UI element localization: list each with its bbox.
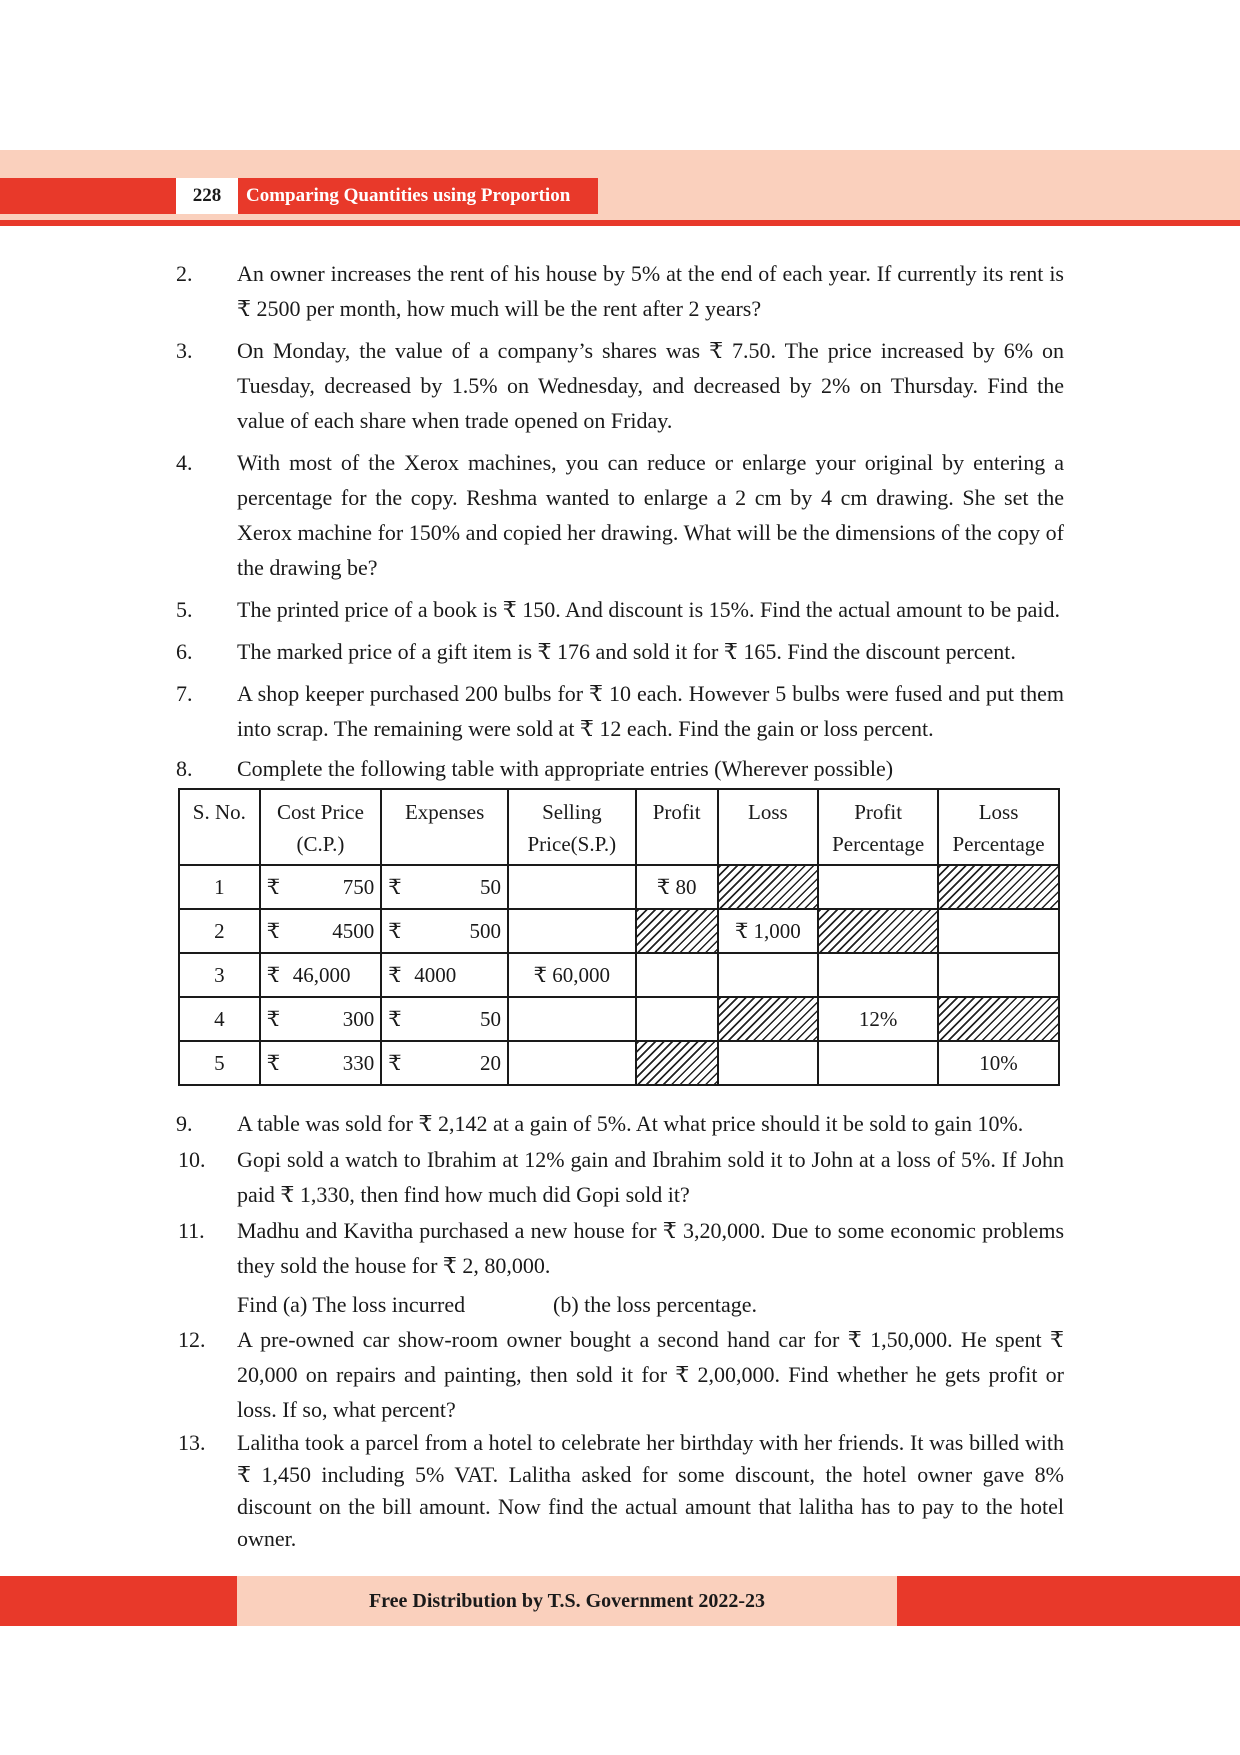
- rupee-sign: ₹: [266, 1006, 281, 1031]
- question-number: 13.: [178, 1430, 206, 1455]
- question-text: With most of the Xerox machines, you can reduce or enlarge your original by entering a percentage for the copy. Reshma wanted to enlarge a 2 cm by 4 cm drawing. She set the Xerox machine for 150% and copied her drawing. What will be the dimensions of the copy of the drawing be?: [237, 450, 1064, 580]
- cell-loss-percentage-hatched: [938, 997, 1059, 1041]
- amount: 750: [342, 874, 375, 899]
- header-loss: Loss: [718, 789, 819, 865]
- question-number: 8.: [176, 756, 193, 781]
- cell-loss-percentage: [938, 909, 1059, 953]
- header-profit-percentage: Profit Percentage: [818, 789, 938, 865]
- question-number: 3.: [176, 338, 193, 363]
- cell-profit-hatched: [636, 1041, 718, 1085]
- cell-loss-percentage-hatched: [938, 865, 1059, 909]
- amount: 46,000: [292, 962, 351, 987]
- entries-table: [178, 788, 1060, 1086]
- question-text: A shop keeper purchased 200 bulbs for ₹ 10 each. However 5 bulbs were fused and put them into scrap. The remaining were sold at ₹ 12 each. Find the gain or loss percent.: [237, 681, 1064, 741]
- rupee-sign: ₹: [388, 1050, 402, 1075]
- footer-text: Free Distribution by T.S. Government 2022-23: [237, 1576, 897, 1626]
- header-red-strip: [0, 178, 176, 214]
- cell-profit-percentage-hatched: [818, 909, 938, 953]
- cell-sno: 2: [179, 909, 260, 953]
- amount: 300: [342, 1006, 375, 1031]
- question-text: Complete the following table with appropriate entries (Wherever possible): [237, 756, 894, 781]
- cell-selling-price: [508, 997, 636, 1041]
- question-text: A table was sold for ₹ 2,142 at a gain of 5%. At what price should it be sold to gain 10%.: [237, 1111, 1024, 1136]
- question-number: 2.: [176, 261, 193, 286]
- question-text: A pre-owned car show-room owner bought a second hand car for ₹ 1,50,000. He spent ₹ 20,000 on repairs and painting, then sold it for ₹ 2,00,000. Find whether he gets profit or loss. If so, what percent?: [237, 1327, 1064, 1422]
- question-number: 9.: [176, 1111, 193, 1136]
- cell-selling-price: [508, 865, 636, 909]
- cell-loss-percentage: [938, 953, 1059, 997]
- cell-selling-price: [508, 909, 636, 953]
- cell-profit-percentage: 12%: [818, 997, 938, 1041]
- question-11-part-b: (b) the loss percentage.: [553, 1292, 758, 1317]
- rupee-sign: ₹: [388, 874, 402, 899]
- cell-loss-percentage: 10%: [938, 1041, 1059, 1085]
- question-number: 10.: [178, 1147, 206, 1172]
- rupee-sign: ₹: [266, 874, 281, 899]
- question-text: Lalitha took a parcel from a hotel to celebrate her birthday with her friends. It was billed with ₹ 1,450 including 5% VAT. Lalitha asked for some discount, the hotel owner gave 8% discount on the bill amount. Now find the actual amount that lalitha has to pay to the hotel owner.: [237, 1430, 1064, 1551]
- table-row: [179, 997, 1059, 1041]
- header-expenses: Expenses: [381, 789, 508, 865]
- cell-loss-hatched: [718, 997, 819, 1041]
- cell-loss: ₹ 1,000: [718, 909, 819, 953]
- question-text: Gopi sold a watch to Ibrahim at 12% gain and Ibrahim sold it to John at a loss of 5%. If John paid ₹ 1,330, then find how much did Gopi sold it?: [237, 1147, 1064, 1207]
- header-cost-price: Cost Price (C.P.): [260, 789, 382, 865]
- question-text: Madhu and Kavitha purchased a new house for ₹ 3,20,000. Due to some economic problems they sold the house for ₹ 2, 80,000.: [237, 1218, 1064, 1278]
- cell-profit: [636, 997, 718, 1041]
- question-11-part-a: Find (a) The loss incurred: [237, 1292, 466, 1317]
- question-text: On Monday, the value of a company’s shares was ₹ 7.50. The price increased by 6% on Tuesday, decreased by 1.5% on Wednesday, and decreased by 2% on Thursday. Find the value of each share when trade opened on Friday.: [237, 338, 1064, 433]
- cell-profit: [636, 953, 718, 997]
- question-number: 5.: [176, 597, 193, 622]
- question-number: 12.: [178, 1327, 206, 1352]
- cell-expenses: [381, 865, 508, 909]
- cell-selling-price: ₹ 60,000: [508, 953, 636, 997]
- header-profit: Profit: [636, 789, 718, 865]
- cell-cost-price: [260, 997, 382, 1041]
- cell-sno: 4: [179, 997, 260, 1041]
- rupee-sign: ₹: [388, 1006, 402, 1031]
- cell-cost-price: [260, 909, 382, 953]
- rupee-sign: ₹: [388, 918, 402, 943]
- cell-expenses: [381, 953, 508, 997]
- table-row: [179, 1041, 1059, 1085]
- question-number: 6.: [176, 639, 193, 664]
- header-rule: [0, 220, 1240, 226]
- cell-selling-price: [508, 1041, 636, 1085]
- cell-expenses: [381, 1041, 508, 1085]
- amount: 500: [469, 918, 501, 943]
- question-number: 4.: [176, 450, 193, 475]
- amount: 4000: [414, 962, 457, 987]
- cell-cost-price: [260, 1041, 382, 1085]
- question-number: 7.: [176, 681, 193, 706]
- cell-sno: 5: [179, 1041, 260, 1085]
- cell-profit-percentage: [818, 953, 938, 997]
- table-header-row: [179, 789, 1059, 865]
- cell-cost-price: [260, 953, 382, 997]
- amount: 20: [479, 1050, 501, 1075]
- cell-cost-price: [260, 865, 382, 909]
- question-text: An owner increases the rent of his house by 5% at the end of each year. If currently its rent is ₹ 2500 per month, how much will be the rent after 2 years?: [237, 261, 1064, 321]
- cell-profit-percentage: [818, 1041, 938, 1085]
- amount: 330: [342, 1050, 375, 1075]
- cell-loss: [718, 953, 819, 997]
- cell-loss-hatched: [718, 865, 819, 909]
- cell-sno: 3: [179, 953, 260, 997]
- table-row: [179, 909, 1059, 953]
- rupee-sign: ₹: [266, 1050, 281, 1075]
- rupee-sign: ₹: [266, 918, 281, 943]
- header-loss-percentage: Loss Percentage: [938, 789, 1059, 865]
- question-number: 11.: [178, 1218, 205, 1243]
- cell-loss: [718, 1041, 819, 1085]
- question-text: The printed price of a book is ₹ 150. And discount is 15%. Find the actual amount to be paid.: [237, 597, 1060, 622]
- question-text: The marked price of a gift item is ₹ 176 and sold it for ₹ 165. Find the discount percent.: [237, 639, 1016, 664]
- chapter-title: Comparing Quantities using Proportion: [238, 178, 598, 214]
- table-row: [179, 953, 1059, 997]
- cell-expenses: [381, 909, 508, 953]
- cell-profit-percentage: [818, 865, 938, 909]
- cell-profit-hatched: [636, 909, 718, 953]
- cell-profit: ₹ 80: [636, 865, 718, 909]
- page-number: 228: [176, 178, 238, 214]
- header-selling-price: Selling Price(S.P.): [508, 789, 636, 865]
- amount: 50: [479, 1006, 501, 1031]
- table-row: [179, 865, 1059, 909]
- rupee-sign: ₹: [388, 962, 402, 987]
- header-sno: S. No.: [179, 789, 260, 865]
- amount: 4500: [332, 918, 375, 943]
- rupee-sign: ₹: [266, 962, 281, 987]
- cell-sno: 1: [179, 865, 260, 909]
- cell-expenses: [381, 997, 508, 1041]
- amount: 50: [479, 874, 501, 899]
